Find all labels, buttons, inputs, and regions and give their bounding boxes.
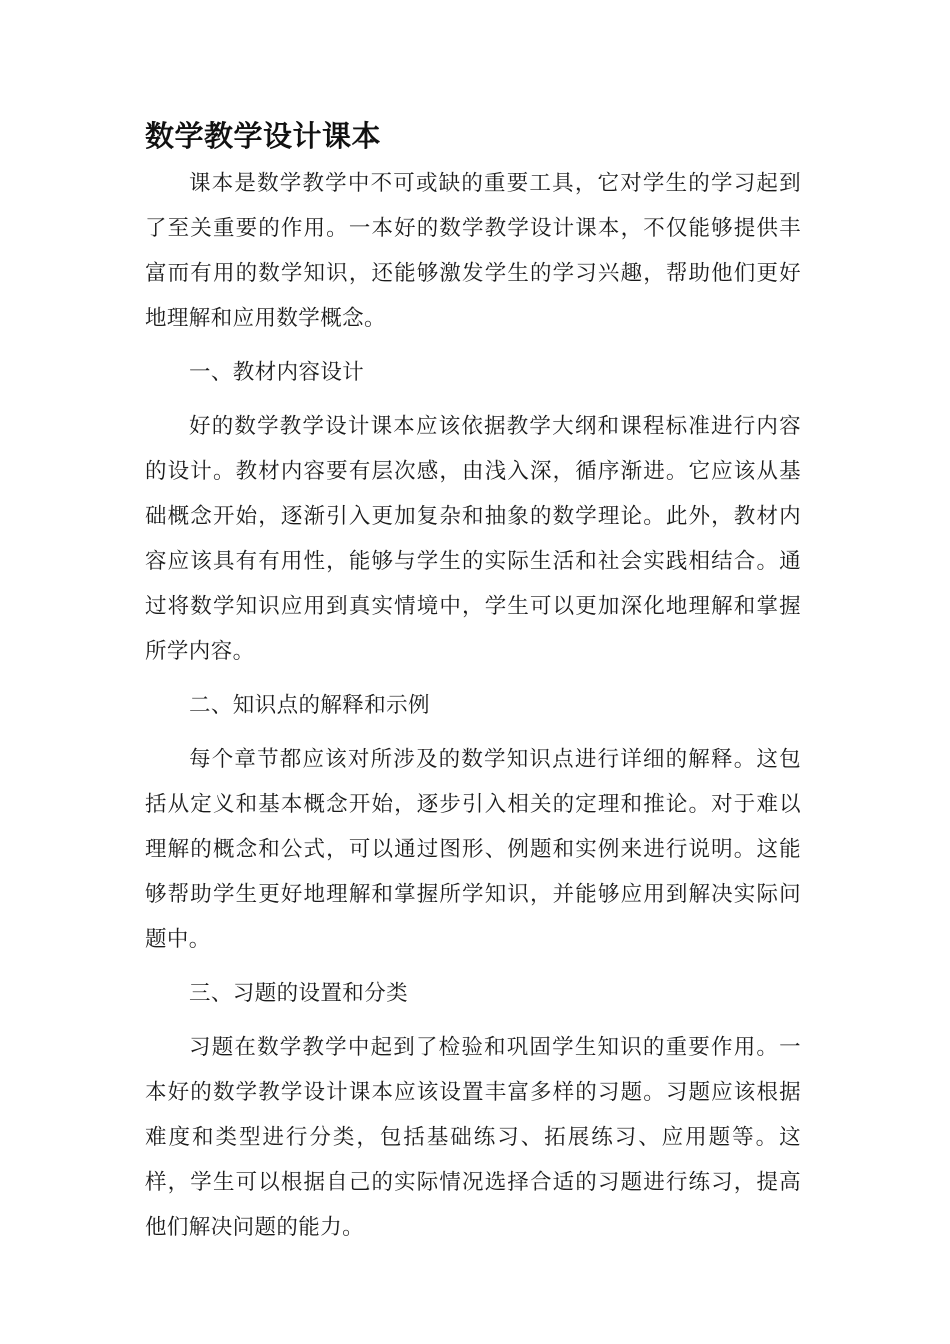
section-heading-knowledge-points: 二、知识点的解释和示例 [189, 693, 430, 718]
section-heading-content-design: 一、教材内容设计 [189, 360, 365, 385]
document-title: 数学教学设计课本 [145, 119, 382, 153]
section-body-content-design: 好的数学教学设计课本应该依据教学大纲和课程标准进行内容的设计。教材内容要有层次感，由浅入深，循序渐进。它应该从基础概念开始，逐渐引入更加复杂和抽象的数学理论。此外，教材内容应该具有有用性，能够与学生的实际生活和社会实践相结合。通过将数学知识应用到真实情境中，学生可以更加深化地理解和掌握所学内容。 [145, 414, 801, 664]
section-body-knowledge-points: 每个章节都应该对所涉及的数学知识点进行详细的解释。这包括从定义和基本概念开始，逐步引入相关的定理和推论。对于难以理解的概念和公式，可以通过图形、例题和实例来进行说明。这能够帮助学生更好地理解和掌握所学知识，并能够应用到解决实际问题中。 [145, 747, 801, 952]
section-body-exercises: 习题在数学教学中起到了检验和巩固学生知识的重要作用。一本好的数学教学设计课本应该设置丰富多样的习题。习题应该根据难度和类型进行分类，包括基础练习、拓展练习、应用题等。这样，学生可以根据自己的实际情况选择合适的习题进行练习，提高他们解决问题的能力。 [145, 1035, 801, 1240]
document-body [145, 161, 801, 1259]
section-heading-exercises: 三、习题的设置和分类 [189, 981, 409, 1006]
intro-paragraph: 课本是数学教学中不可或缺的重要工具，它对学生的学习起到了至关重要的作用。一本好的数学教学设计课本，不仅能够提供丰富而有用的数学知识，还能够激发学生的学习兴趣，帮助他们更好地理解和应用数学概念。 [145, 171, 801, 331]
